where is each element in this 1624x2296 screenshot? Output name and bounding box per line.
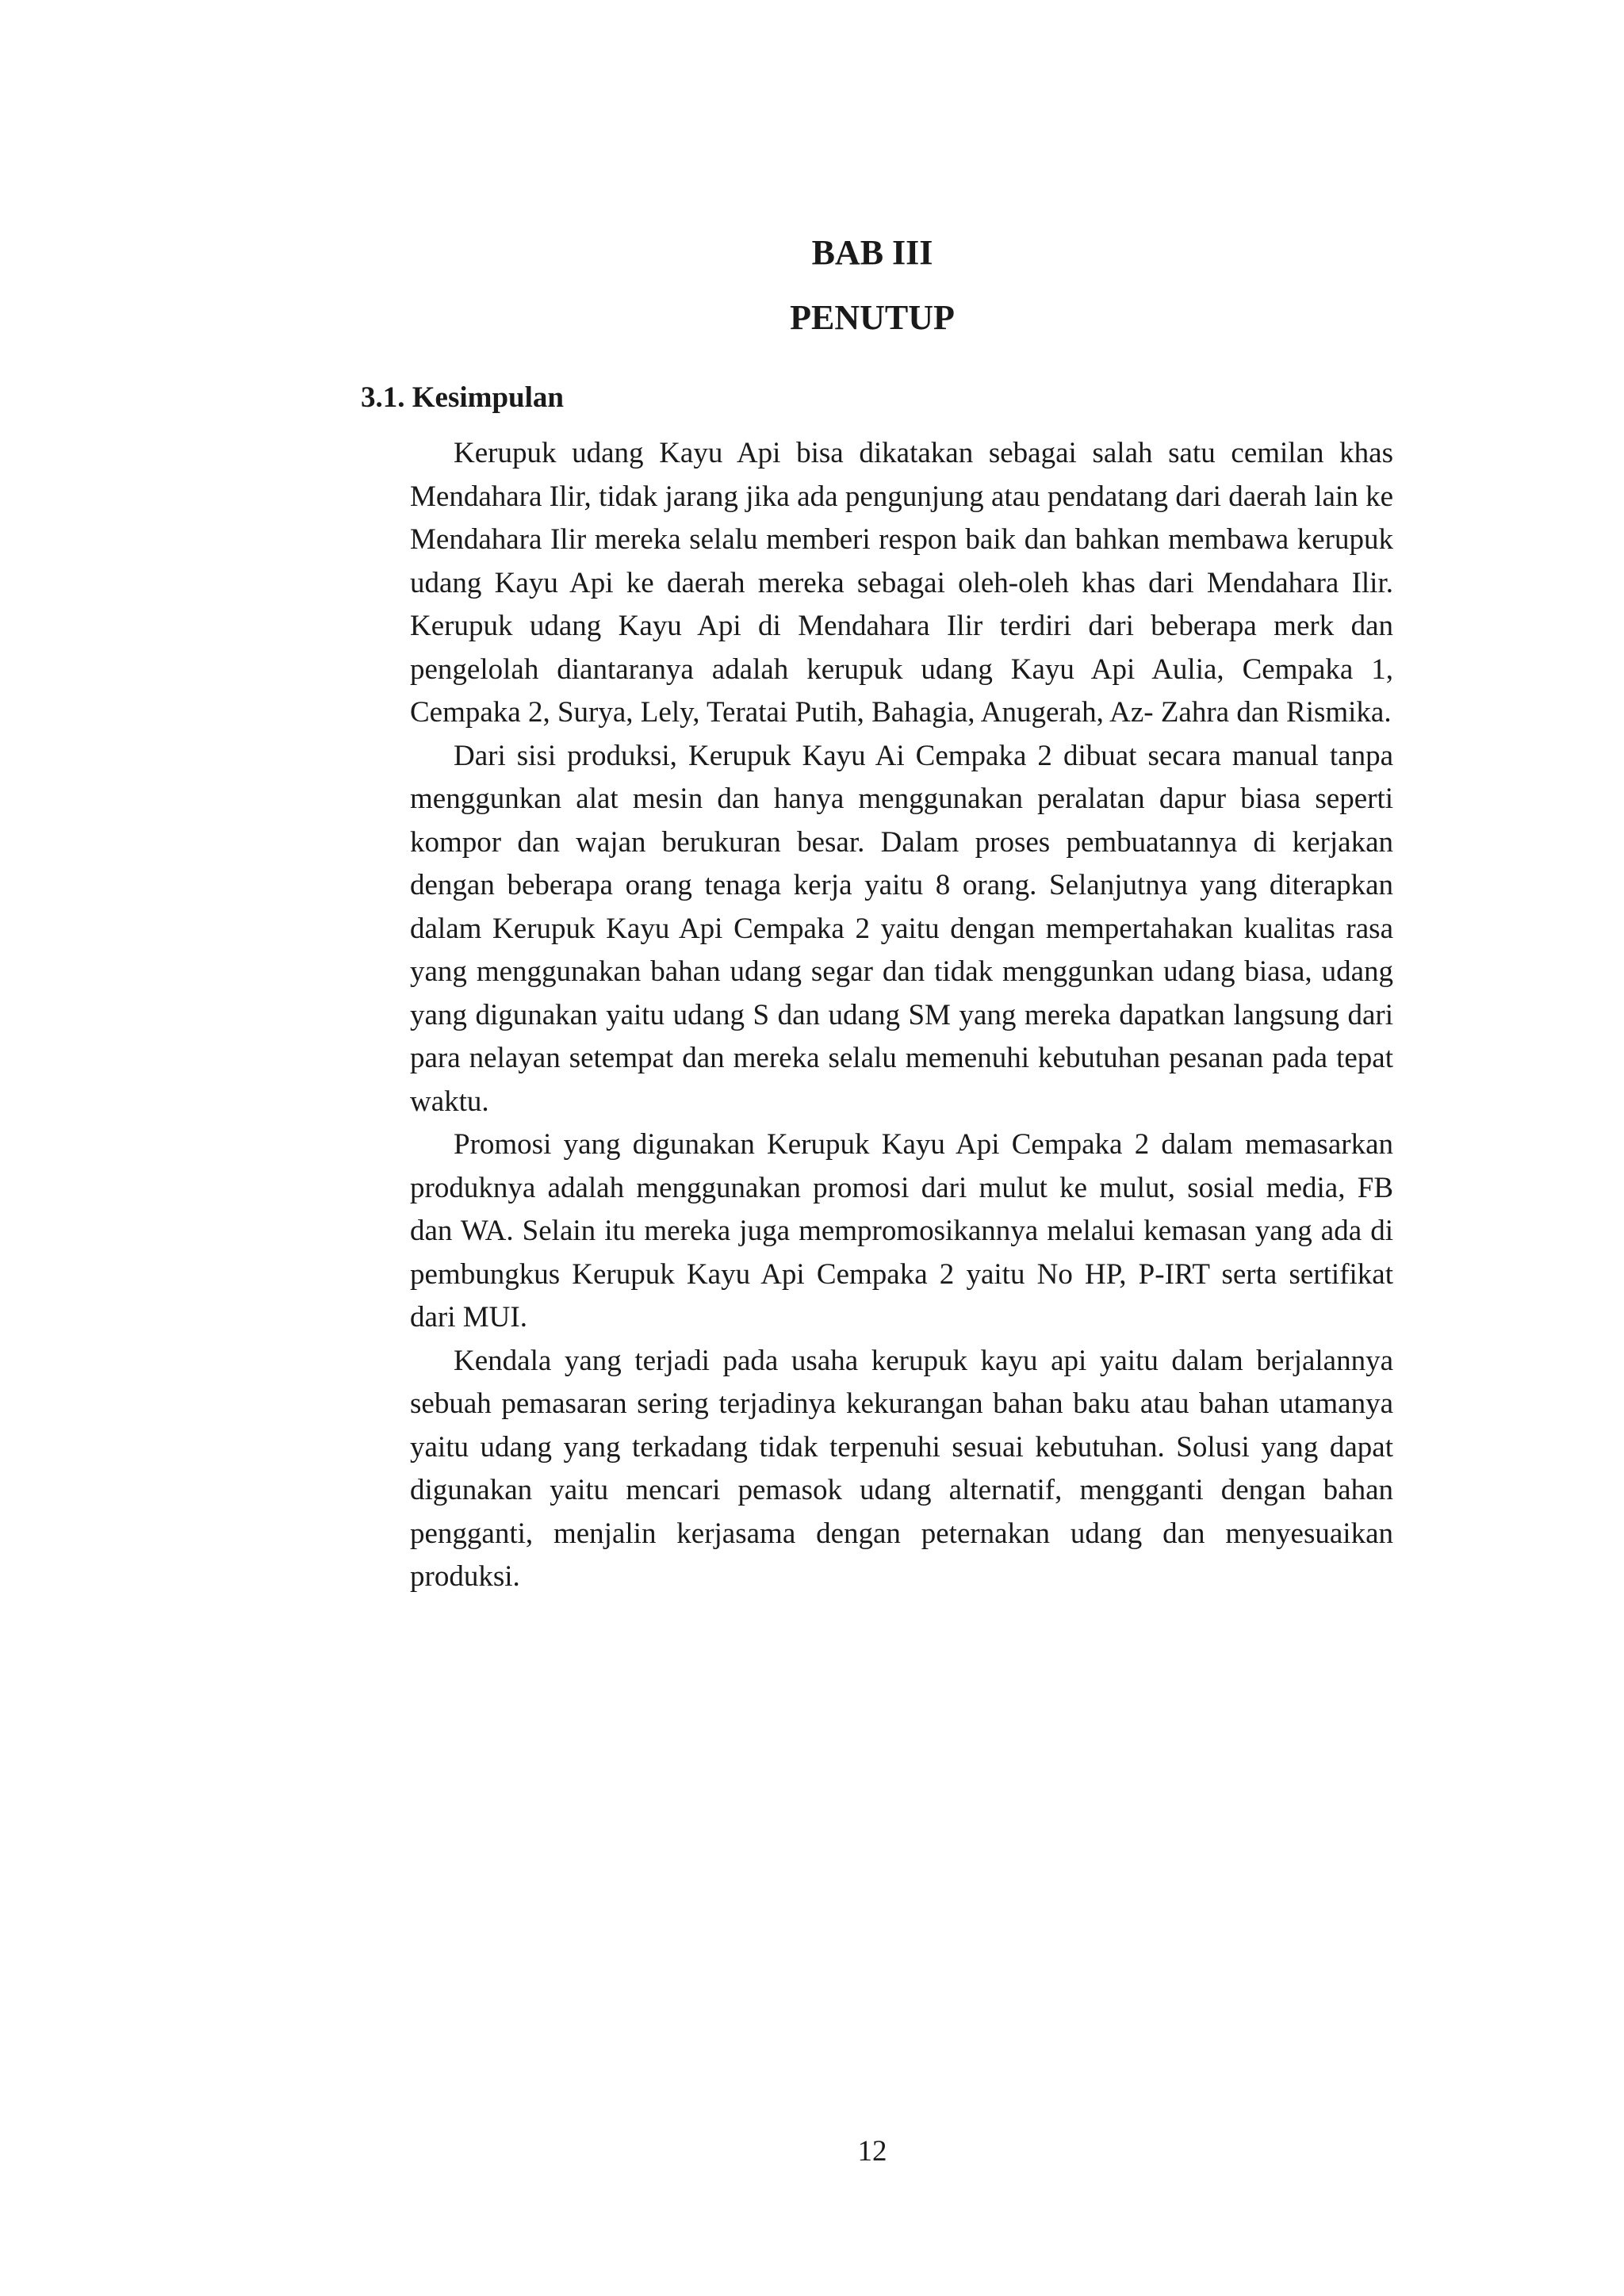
paragraph-2: Dari sisi produksi, Kerupuk Kayu Ai Cempaka 2 dibuat secara manual tanpa menggunkan alat mesin dan hanya menggunakan peralatan dapur biasa seperti kompor dan wajan berukuran besar. Dalam proses pembuatannya di kerjakan dengan beberapa orang tenaga kerja yaitu 8 orang. Selanjutnya yang diterapkan dalam Kerupuk Kayu Api Cempaka 2 yaitu dengan mempertahakan kualitas rasa yang menggunakan bahan udang segar dan tidak menggunkan udang biasa, udang yang digunakan yaitu udang S dan udang SM yang mereka dapatkan langsung dari para nelayan setempat dan mereka selalu memenuhi kebutuhan pesanan pada tepat waktu. [410, 739, 1393, 1118]
section-body [410, 432, 1393, 1599]
paragraph-4: Kendala yang terjadi pada usaha kerupuk kayu api yaitu dalam berjalannya sebuah pemasaran sering terjadinya kekurangan bahan baku atau bahan utamanya yaitu udang yang terkadang tidak terpenuhi sesuai kebutuhan. Solusi yang dapat digunakan yaitu mencari pemasok udang alternatif, mengganti dengan bahan pengganti, menjalin kerjasama dengan peternakan udang dan menyesuaikan produksi. [410, 1344, 1393, 1593]
paragraph-1: Kerupuk udang Kayu Api bisa dikatakan sebagai salah satu cemilan khas Mendahara Ilir, tidak jarang jika ada pengunjung atau pendatang dari daerah lain ke Mendahara Ilir mereka selalu memberi respon baik dan bahkan membawa kerupuk udang Kayu Api ke daerah mereka sebagai oleh-oleh khas dari Mendahara Ilir. Kerupuk udang Kayu Api di Mendahara Ilir terdiri dari beberapa merk dan pengelolah diantaranya adalah kerupuk udang Kayu Api Aulia, Cempaka 1, Cempaka 2, Surya, Lely, Teratai Putih, Bahagia, Anugerah, Az- Zahra dan Rismika. [410, 437, 1393, 729]
page-number: 12 [857, 2135, 887, 2168]
paragraph-3: Promosi yang digunakan Kerupuk Kayu Api Cempaka 2 dalam memasarkan produknya adalah menggunakan promosi dari mulut ke mulut, sosial media, FB dan WA. Selain itu mereka juga mempromosikannya melalui kemasan yang ada di pembungkus Kerupuk Kayu Api Cempaka 2 yaitu No HP, P-IRT serta sertifikat dari MUI. [410, 1128, 1393, 1334]
chapter-title: PENUTUP [790, 298, 955, 337]
chapter-number: BAB III [811, 233, 933, 272]
section-heading: 3.1. Kesimpulan [361, 381, 564, 414]
